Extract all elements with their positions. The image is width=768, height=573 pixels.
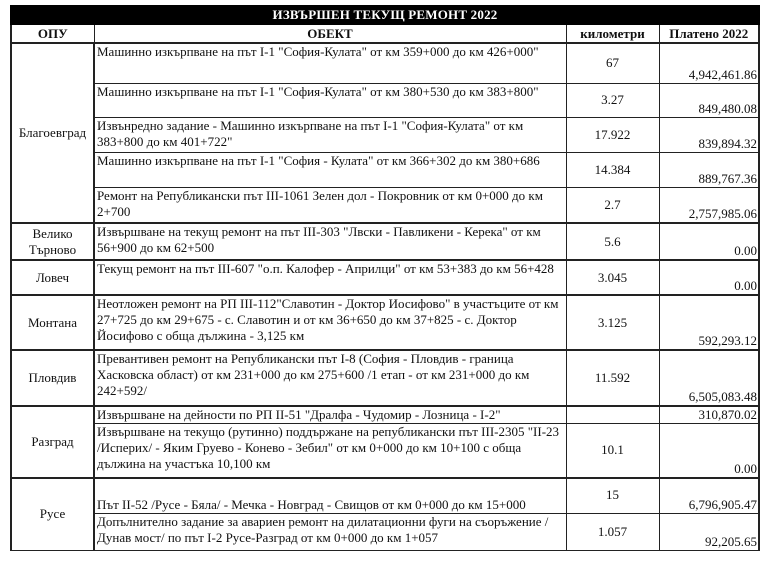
object-cell: Ремонт на Републикански път III-1061 Зелен дол - Покровник от км 0+000 до км 2+700 (94, 187, 566, 223)
paid-cell: 6,505,083.48 (659, 350, 759, 406)
table-row (11, 260, 759, 295)
paid-cell: 889,767.36 (659, 152, 759, 187)
paid-cell: 839,894.32 (659, 117, 759, 152)
table-row (11, 152, 759, 187)
object-cell: Извършване на текущо (рутинно) поддържане на републикански път III-2305 "II-23 /Исперих/ - Яким Груево - Конево - Зебил" от км 0+000 до км 10+100 с обща дължина на участъка 10,100 км (94, 424, 566, 478)
table-row (11, 478, 759, 514)
header-object: ОБЕКТ (94, 24, 566, 43)
km-cell: 11.592 (566, 350, 659, 406)
object-cell: Допълнително задание за авариен ремонт на дилатационни фуги на съоръжение /Дунав мост/ по път I-2 Русе-Разград от км 0+000 до км 1+057 (94, 514, 566, 551)
table-row (11, 187, 759, 223)
opu-cell: Пловдив (11, 350, 94, 406)
object-cell: Извършване на дейности по РП II-51 "Дралфа - Чудомир - Лозница - I-2" (94, 406, 566, 424)
table-row (11, 223, 759, 260)
km-cell: 3.045 (566, 260, 659, 295)
opu-cell: Благоевград (11, 43, 94, 223)
header-km: километри (566, 24, 659, 43)
table-row (11, 424, 759, 478)
km-cell (566, 406, 659, 424)
paid-cell: 2,757,985.06 (659, 187, 759, 223)
object-cell: Неотложен ремонт на РП III-112"Славотин - Доктор Иосифово" в участъците от км 27+725 до км 29+675 - с. Славотин и от км 36+650 до км 37+825 - с. Доктор Йосифово с обща дължина - 3,125 км (94, 295, 566, 350)
object-cell: Машинно изкърпване на път I-1 "София-Кулата" от км 380+530 до км 383+800" (94, 83, 566, 117)
object-cell: Машинно изкърпване на път I-1 "София-Кулата" от км 359+000 до км 426+000" (94, 43, 566, 83)
paid-cell: 0.00 (659, 424, 759, 478)
object-cell: Текущ ремонт на път III-607 "о.п. Калофер - Априлци" от км 53+383 до км 56+428 (94, 260, 566, 295)
km-cell: 14.384 (566, 152, 659, 187)
opu-cell: Русе (11, 478, 94, 551)
km-cell: 17.922 (566, 117, 659, 152)
paid-cell: 92,205.65 (659, 514, 759, 551)
km-cell: 3.125 (566, 295, 659, 350)
paid-cell: 849,480.08 (659, 83, 759, 117)
paid-cell: 310,870.02 (659, 406, 759, 424)
km-cell: 2.7 (566, 187, 659, 223)
km-cell: 1.057 (566, 514, 659, 551)
km-cell: 10.1 (566, 424, 659, 478)
paid-cell: 4,942,461.86 (659, 43, 759, 83)
object-cell: Машинно изкърпване на път I-1 "София - Кулата" от км 366+302 до км 380+686 (94, 152, 566, 187)
repair-table (10, 5, 760, 551)
table-row (11, 295, 759, 350)
opu-cell: Велико Търново (11, 223, 94, 260)
object-cell: Извършване на текущ ремонт на път III-303 "Лвски - Павликени - Керека" от км 56+900 до км 62+500 (94, 223, 566, 260)
km-cell: 15 (566, 478, 659, 514)
paid-cell: 592,293.12 (659, 295, 759, 350)
object-cell: Превантивен ремонт на Републикански път I-8 (София - Пловдив - граница Хасковска област) от км 231+000 до км 275+600 /1 етап - от км 231+000 до км 242+592/ (94, 350, 566, 406)
opu-cell: Ловеч (11, 260, 94, 295)
paid-cell: 0.00 (659, 260, 759, 295)
paid-cell: 0.00 (659, 223, 759, 260)
opu-cell: Разград (11, 406, 94, 478)
table-row (11, 83, 759, 117)
object-cell: Път II-52 /Русе - Бяла/ - Мечка - Новград - Свищов от км 0+000 до км 15+000 (94, 478, 566, 514)
paid-cell: 6,796,905.47 (659, 478, 759, 514)
km-cell: 3.27 (566, 83, 659, 117)
table-row (11, 350, 759, 406)
table-row (11, 43, 759, 83)
km-cell: 67 (566, 43, 659, 83)
table-title: ИЗВЪРШЕН ТЕКУЩ РЕМОНТ 2022 (11, 6, 759, 24)
table-row (11, 406, 759, 424)
table-row (11, 117, 759, 152)
km-cell: 5.6 (566, 223, 659, 260)
opu-cell: Монтана (11, 295, 94, 350)
table-row (11, 514, 759, 551)
header-opu: ОПУ (11, 24, 94, 43)
object-cell: Извънредно задание - Машинно изкърпване на път I-1 "София-Кулата" от км 383+800 до км 401+722" (94, 117, 566, 152)
header-paid: Платено 2022 (659, 24, 759, 43)
